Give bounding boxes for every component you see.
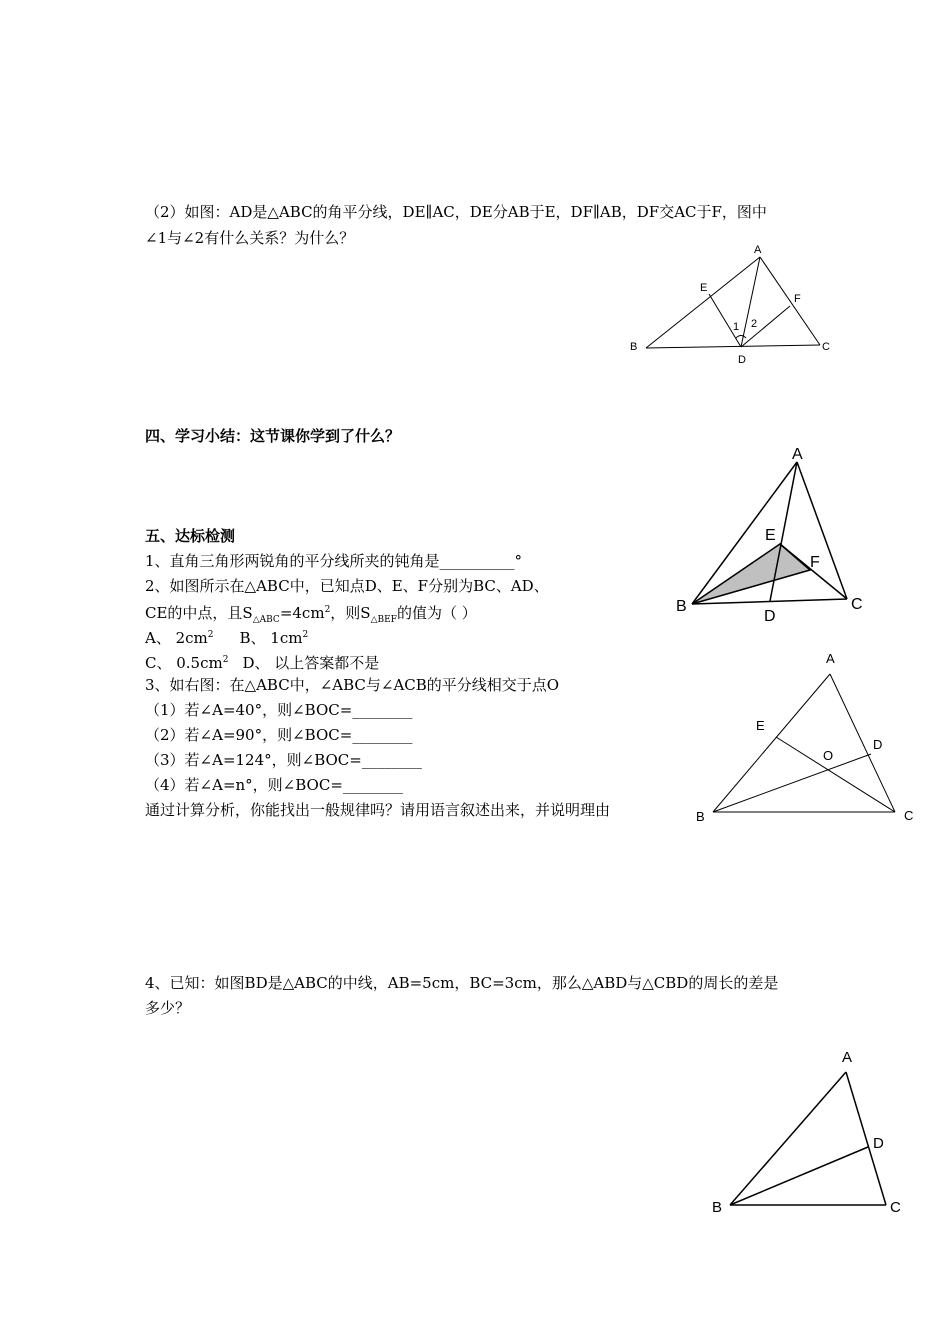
s5-q3-3: （3）若∠A=124°，则∠BOC=________ <box>145 751 422 769</box>
s5-q1: 1、直角三角形两锐角的平分线所夹的钝角是__________° <box>145 552 523 570</box>
label-d: D <box>764 608 776 625</box>
q2-text-c: ，则S <box>330 604 371 622</box>
sup-2: 2 <box>324 605 331 615</box>
option-a-sup: 2 <box>207 630 214 640</box>
sub-abc: △ABC <box>252 615 280 625</box>
label-a: A <box>754 244 762 256</box>
label-a: A <box>842 1049 853 1066</box>
section-5-title: 五、达标检测 <box>145 527 236 545</box>
option-b: B、 1cm <box>239 629 303 647</box>
label-e: E <box>765 527 776 544</box>
shaded-triangle-bef <box>692 544 810 604</box>
label-a: A <box>792 446 803 463</box>
label-b: B <box>696 809 705 824</box>
label-c: C <box>904 808 914 823</box>
label-c: C <box>822 341 830 353</box>
label-e: E <box>756 718 765 733</box>
label-d: D <box>873 737 883 752</box>
s5-options-cd <box>145 650 379 673</box>
side-ab <box>713 674 830 812</box>
label-d: D <box>738 354 746 366</box>
figure-angle-bisector <box>620 238 845 368</box>
side-bc <box>646 345 820 348</box>
s5-q2-line1: 2、如图所示在△ABC中，已知点D、E、F分别为BC、AD、 <box>145 577 549 595</box>
label-angle-2: 2 <box>751 318 758 330</box>
label-c: C <box>851 596 863 613</box>
s5-options-ab <box>145 625 308 648</box>
q2-text-line1: （2）如图：AD是△ABC的角平分线，DE∥AC，DE分AB于E，DF∥AB，DF交AC于F，图中 <box>145 203 767 221</box>
label-a: A <box>826 651 835 666</box>
figure-midpoints <box>670 440 870 625</box>
option-b-sup: 2 <box>302 630 309 640</box>
q4-line1: 4、已知：如图BD是△ABC的中线，AB=5cm，BC=3cm，那么△ABD与△CBD的周长的差是 <box>145 974 779 992</box>
label-f: F <box>794 293 801 305</box>
bisector-bd <box>713 754 871 812</box>
q4-line2: 多少？ <box>145 999 191 1017</box>
option-c: C、 0.5cm <box>145 654 223 672</box>
figure-median <box>705 1040 915 1225</box>
label-b: B <box>676 598 687 615</box>
s5-q3-4: （4）若∠A=n°，则∠BOC=________ <box>145 776 403 794</box>
side-ac <box>760 257 820 345</box>
median-bd <box>730 1147 868 1205</box>
side-ab <box>646 257 760 348</box>
s5-q3-ask: 通过计算分析，你能找出一般规律吗？请用语言叙述出来，并说明理由 <box>145 801 611 819</box>
angle-arc <box>736 336 746 339</box>
q2-text-a: CE的中点，且S <box>145 604 253 622</box>
q2-text-d: 的值为（ ） <box>396 604 477 622</box>
label-c: C <box>890 1199 901 1216</box>
label-angle-1: 1 <box>733 321 740 333</box>
label-f: F <box>810 554 820 571</box>
label-b: B <box>712 1199 723 1216</box>
label-e: E <box>700 282 708 294</box>
side-ab <box>730 1072 846 1205</box>
q2-text-line2: ∠1与∠2有什么关系？为什么？ <box>145 229 355 247</box>
label-b: B <box>630 341 638 353</box>
s5-q3-intro: 3、如右图：在△ABC中，∠ABC与∠ACB的平分线相交于点O <box>145 676 560 694</box>
option-c-sup: 2 <box>222 655 229 665</box>
option-d: D、 以上答案都不是 <box>242 654 380 672</box>
sub-bef: △BEF <box>370 615 397 625</box>
option-a: A、 2cm <box>145 629 208 647</box>
s5-q3-2: （2）若∠A=90°，则∠BOC=________ <box>145 726 413 744</box>
label-d: D <box>873 1135 884 1152</box>
figure-bisectors <box>690 645 920 830</box>
section-4-title: 四、学习小结：这节课你学到了什么？ <box>145 427 401 445</box>
label-o: O <box>823 748 834 763</box>
q2-text-b: =4cm <box>279 604 325 622</box>
s5-q3-1: （1）若∠A=40°，则∠BOC=________ <box>145 701 413 719</box>
